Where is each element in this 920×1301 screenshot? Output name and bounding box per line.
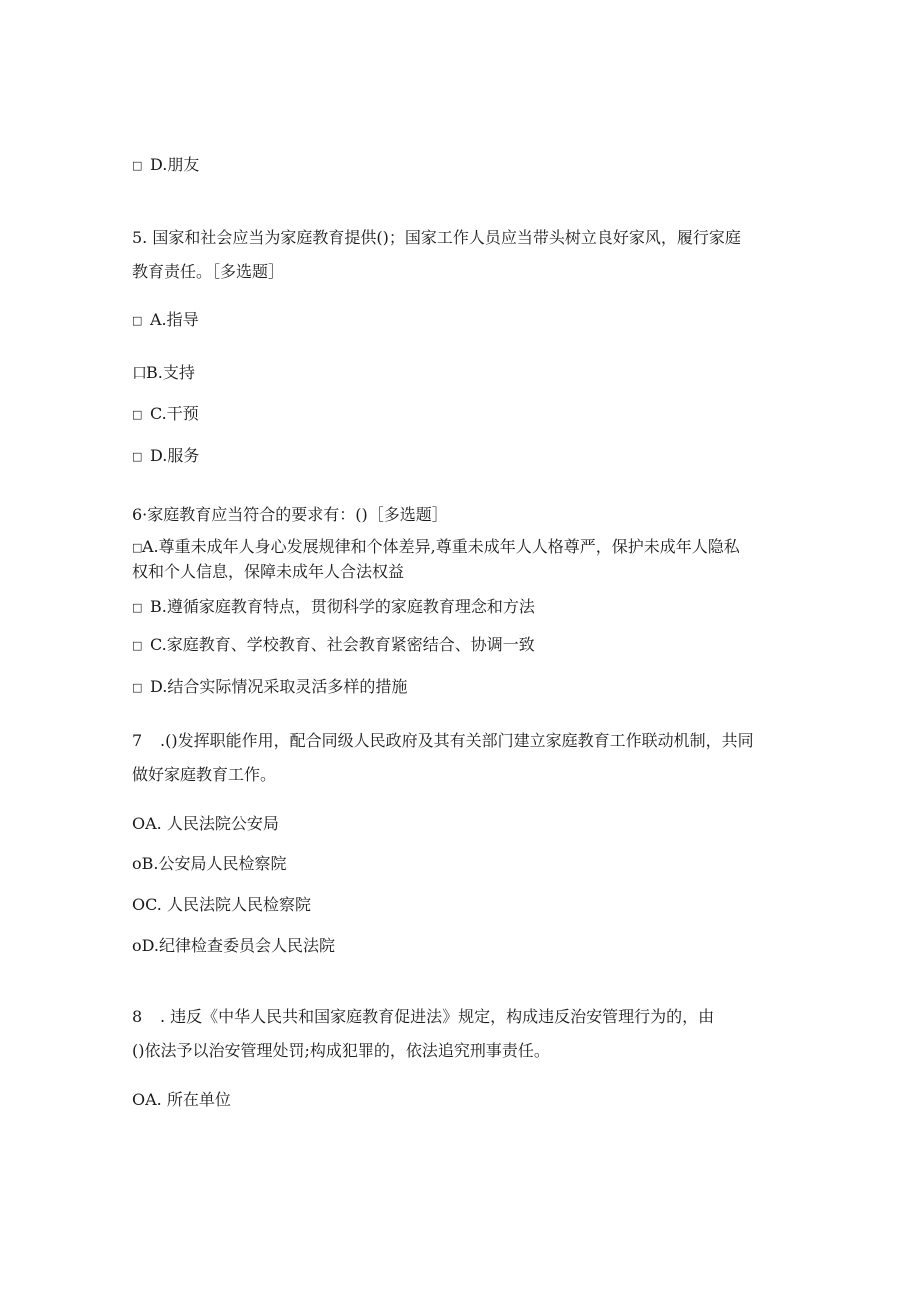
q6-question-line1: 6·家庭教育应当符合的要求有：()［多选题］ — [132, 505, 448, 524]
q6-option-a-continuation: 权和个人信息，保障未成年人合法权益 — [132, 562, 405, 581]
checkbox-icon[interactable]: □ — [132, 541, 143, 554]
question-number: 7 — [132, 731, 143, 750]
q5-option-a[interactable] — [132, 310, 199, 330]
q5-option-c[interactable] — [132, 404, 199, 424]
question-number: 8 — [132, 1007, 143, 1026]
q6-option-a[interactable] — [132, 537, 740, 557]
option-label: A.尊重未成年人身心发展规律和个体差异,尊重未成年人人格尊严，保护未成年人隐私 — [142, 537, 740, 556]
option-label: D.结合实际情况采取灵活多样的措施 — [150, 677, 408, 696]
q6-option-b[interactable] — [132, 597, 535, 617]
q5-option-b[interactable] — [132, 363, 195, 383]
checkbox-icon[interactable]: □ — [132, 601, 143, 614]
option-label: D.朋友 — [150, 155, 200, 174]
checkbox-icon[interactable]: □ — [132, 681, 143, 694]
q7-option-d[interactable]: oD.纪律检查委员会人民法院 — [132, 936, 335, 955]
option-label: B.支持 — [146, 363, 195, 382]
option-label: B.遵循家庭教育特点，贯彻科学的家庭教育理念和方法 — [150, 597, 535, 616]
checkbox-icon[interactable]: □ — [132, 639, 143, 652]
question-text: .()发挥职能作用，配合同级人民政府及其有关部门建立家庭教育工作联动机制，共同 — [160, 731, 754, 750]
q7-question-line2: 做好家庭教育工作。 — [132, 765, 277, 784]
question-text: . 违反《中华人民共和国家庭教育促进法》规定，构成违反治安管理行为的，由 — [160, 1007, 715, 1026]
q6-option-c[interactable] — [132, 635, 535, 655]
q8-option-a[interactable]: OA. 所在单位 — [132, 1090, 231, 1109]
q7-question-line1 — [132, 731, 754, 751]
q8-question-line2: ()依法予以治安管理处罚;构成犯罪的，依法追究刑事责任。 — [132, 1041, 550, 1060]
q8-question-line1 — [132, 1007, 714, 1027]
checkbox-icon[interactable]: □ — [132, 450, 143, 463]
q5-option-d[interactable] — [132, 446, 199, 466]
q4-option-d[interactable] — [132, 155, 199, 175]
checkbox-icon[interactable]: □ — [132, 314, 143, 327]
q6-option-d[interactable] — [132, 677, 407, 697]
option-label: C.干预 — [150, 404, 199, 423]
q7-option-c[interactable]: OC. 人民法院人民检察院 — [132, 895, 311, 914]
q5-question-line1: 5. 国家和社会应当为家庭教育提供()；国家工作人员应当带头树立良好家风，履行家庭 — [132, 228, 741, 247]
q7-option-a[interactable]: OA. 人民法院公安局 — [132, 814, 279, 833]
option-label: C.家庭教育、学校教育、社会教育紧密结合、协调一致 — [150, 635, 535, 654]
checkbox-icon[interactable]: □ — [132, 159, 143, 172]
q5-question-line2: 教育责任。［多选题］ — [132, 262, 285, 281]
checkbox-icon[interactable]: □ — [132, 408, 143, 421]
option-label: D.服务 — [150, 446, 200, 465]
option-label: A.指导 — [150, 310, 199, 329]
q7-option-b[interactable]: oB.公安局人民检察院 — [132, 854, 287, 873]
checkbox-icon[interactable]: 口 — [132, 364, 148, 382]
